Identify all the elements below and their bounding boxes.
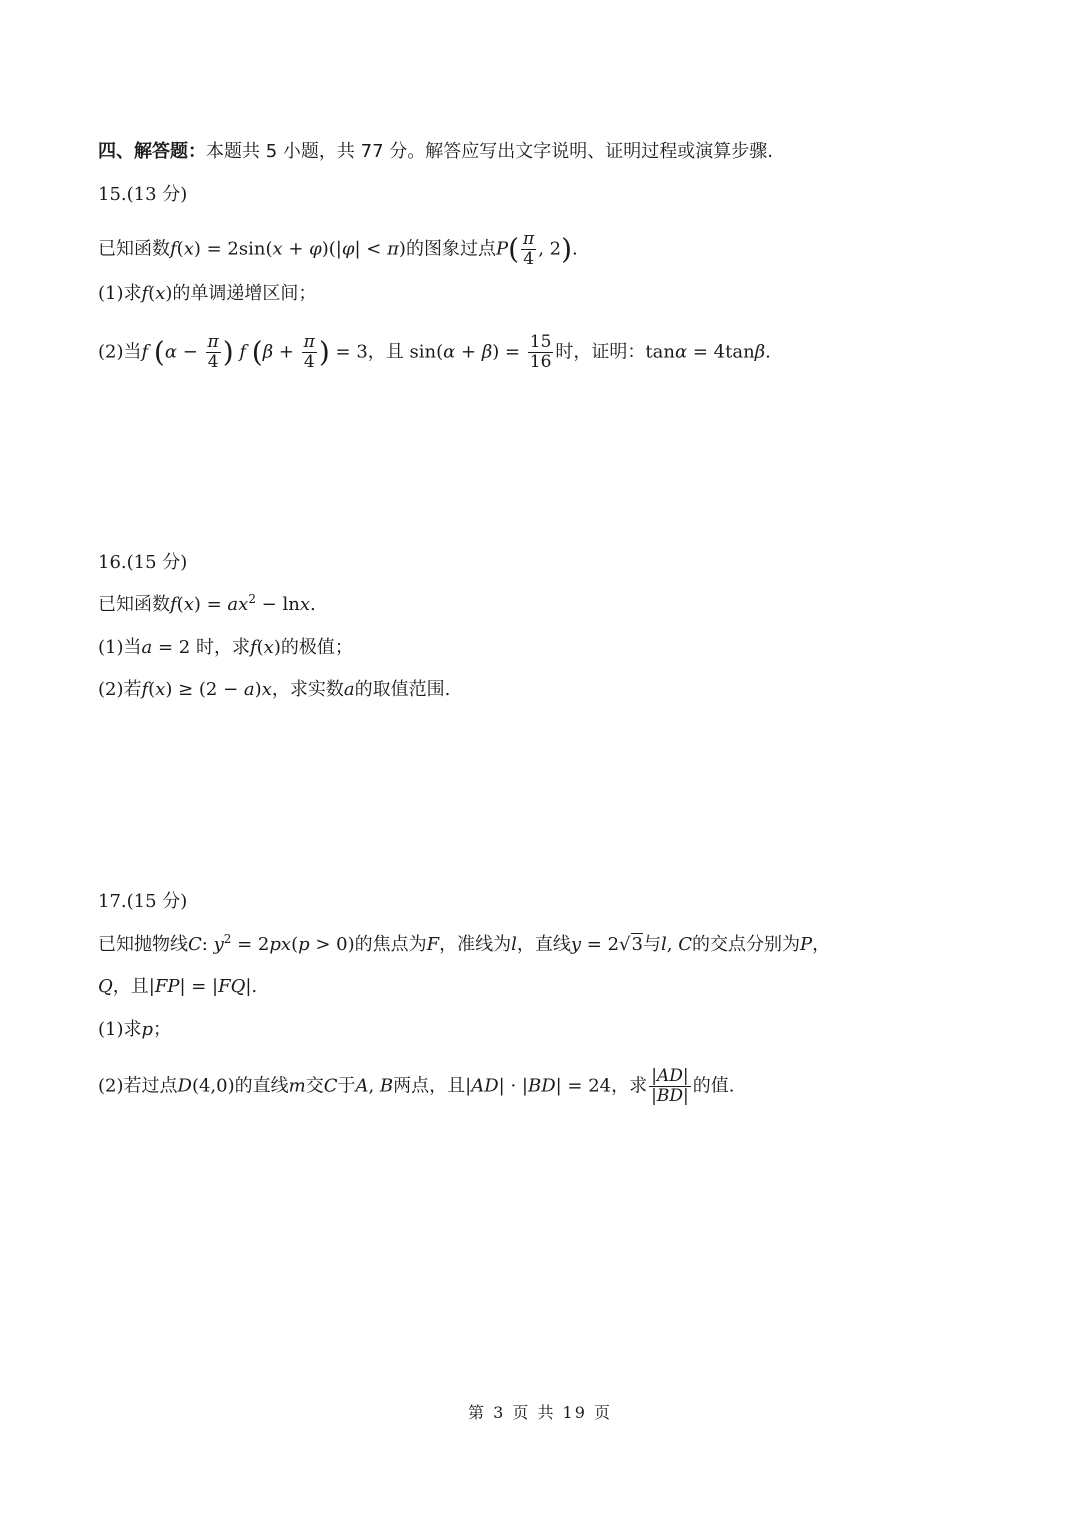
- section-description: 本题共 5 小题，共 77 分。解答应写出文字说明、证明过程或演算步骤.: [206, 141, 773, 162]
- section-heading: [98, 140, 773, 164]
- q15-sin-fraction: $\frac{15}{16}$: [529, 332, 552, 372]
- q17-stem-line2: Q，且|FP| = |FQ|.: [98, 976, 258, 997]
- q16-sub2: (2)若f(x) ≥ (2 − a)x，求实数a的取值范围.: [98, 679, 451, 700]
- page-footer: 第 3 页 共 19 页: [468, 1403, 612, 1422]
- q17-sub1: (1)求p；: [98, 1019, 172, 1040]
- q15-header: 15.(13 分): [98, 184, 188, 205]
- q17-stem-line1: 已知抛物线C: $y^2 = 2px(p > 0)$的焦点为F，准线为l，直线y = 2√3与l, C的交点分别为P，: [98, 932, 831, 955]
- section-title: 四、解答题：: [98, 141, 206, 162]
- q16-header: 16.(15 分): [98, 552, 188, 573]
- q15-point-fraction: $\frac{\pi}{4}$: [523, 229, 535, 269]
- q16-stem: 已知函数$f(x) = ax^2 - \ln x$.: [98, 592, 316, 615]
- q15-sub1: (1)求f(x)的单调递增区间；: [98, 283, 317, 304]
- q17-header: 17.(15 分): [98, 891, 188, 912]
- q15-stem: 已知函数f(x) = 2sin(x + φ)(|φ| < π)的图象过点P( $\frac{\pi}{4}$ , 2).: [98, 229, 578, 269]
- q16-sub1: (1)当a = 2 时，求f(x)的极值；: [98, 637, 353, 658]
- q15-sub2: (2)当f (α − $\frac{\pi}{4}$ ) f (β + $\frac{\pi}{4}$ ) = 3，且 sin(α + β) = $\frac{15}{16}$ 时，证明：tanα = 4tanβ.: [98, 332, 771, 372]
- q17-ratio-fraction: $\frac{|AD|}{|BD|}$: [651, 1066, 689, 1106]
- q17-sub2: (2)若过点D(4,0)的直线m交C于A, B两点，且|AD| · |BD| = 24，求 $\frac{|AD|}{|BD|}$ 的值.: [98, 1066, 735, 1106]
